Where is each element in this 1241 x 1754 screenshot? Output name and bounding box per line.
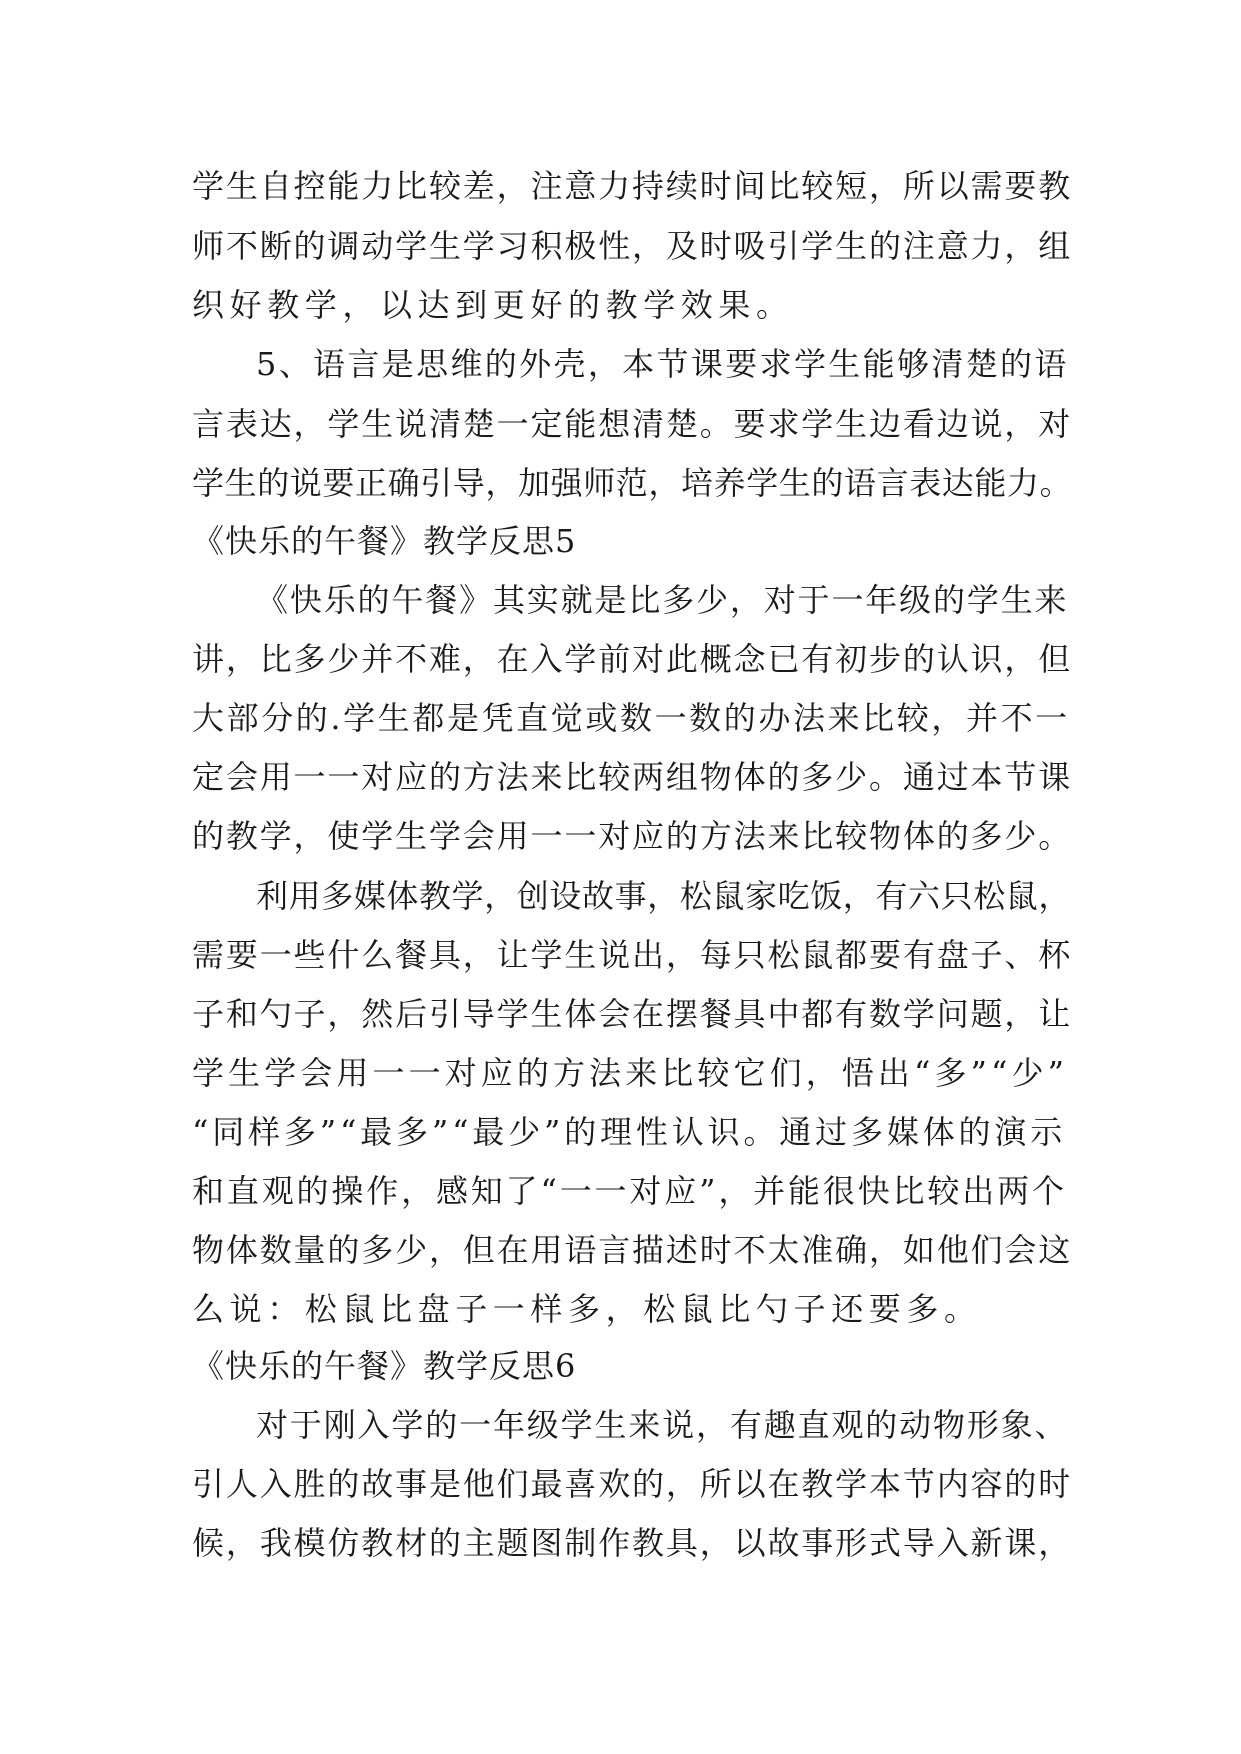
paragraph-line: 学生学会用一一对应的方法来比较它们，悟出“多”“少”	[192, 1054, 1069, 1092]
paragraph-line: 织好教学，以达到更好的教学效果。	[192, 286, 794, 324]
paragraph-line: 讲，比多少并不难，在入学前对此概念已有初步的认识，但	[192, 640, 1073, 678]
paragraph-line: 物体数量的多少，但在用语言描述时不太准确，如他们会这	[192, 1231, 1073, 1269]
paragraph-line: 需要一些什么餐具，让学生说出，每只松鼠都要有盘子、杯	[192, 936, 1073, 974]
paragraph-line: 言表达，学生说清楚一定能想清楚。要求学生边看边说，对	[192, 405, 1073, 443]
paragraph-line: 么说：松鼠比盘子一样多，松鼠比勺子还要多。	[192, 1290, 982, 1328]
paragraph-line: 子和勺子，然后引导学生体会在摆餐具中都有数学问题，让	[192, 995, 1073, 1033]
paragraph-line: 《快乐的午餐》其实就是比多少，对于一年级的学生来	[256, 581, 1069, 619]
paragraph-line: 定会用一一对应的方法来比较两组物体的多少。通过本节课	[192, 758, 1073, 796]
paragraph-line: 和直观的操作，感知了“一一对应”，并能很快比较出两个	[192, 1172, 1067, 1210]
paragraph-line: 引人入胜的故事是他们最喜欢的，所以在教学本节内容的时	[192, 1465, 1073, 1503]
section-heading: 《快乐的午餐》教学反思5	[192, 522, 577, 560]
paragraph-line: 5、语言是思维的外壳，本节课要求学生能够清楚的语	[256, 345, 1069, 383]
paragraph-line: 候，我模仿教材的主题图制作教具，以故事形式导入新课，	[192, 1524, 1073, 1562]
section-heading: 《快乐的午餐》教学反思6	[192, 1347, 577, 1385]
paragraph-line: 对于刚入学的一年级学生来说，有趣直观的动物形象、	[256, 1406, 1069, 1444]
paragraph-line: 利用多媒体教学，创设故事，松鼠家吃饭，有六只松鼠，	[256, 877, 1072, 915]
paragraph-line: 的教学，使学生学会用一一对应的方法来比较物体的多少。	[192, 817, 1073, 855]
paragraph-line: 学生的说要正确引导，加强师范，培养学生的语言表达能力。	[192, 464, 1073, 502]
paragraph-line: 学生自控能力比较差，注意力持续时间比较短，所以需要教	[192, 167, 1073, 205]
paragraph-line: 大部分的.学生都是凭直觉或数一数的办法来比较，并不一	[192, 699, 1070, 737]
paragraph-line: 师不断的调动学生学习积极性，及时吸引学生的注意力，组	[192, 227, 1073, 265]
paragraph-line: “同样多”“最多”“最少”的理性认识。通过多媒体的演示	[192, 1113, 1067, 1151]
